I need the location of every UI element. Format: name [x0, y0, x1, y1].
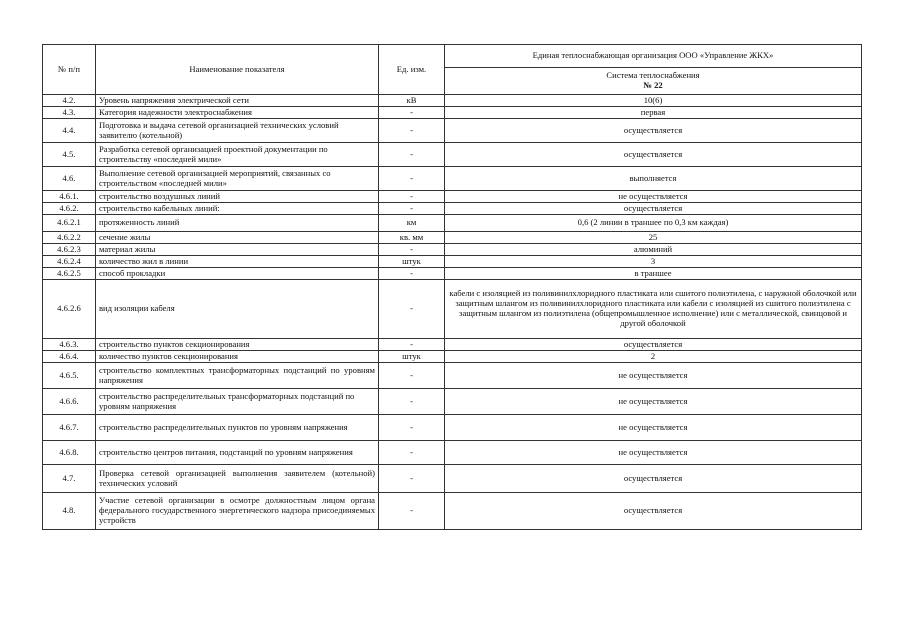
row-indicator-name: строительство распределительных трансформаторных подстанций по уровням напряжения	[96, 389, 379, 415]
row-number: 4.5.	[43, 143, 96, 167]
row-unit: -	[379, 389, 445, 415]
row-indicator-name: способ прокладки	[96, 268, 379, 280]
row-value: первая	[445, 107, 862, 119]
row-number: 4.6.2.6	[43, 280, 96, 339]
row-unit: -	[379, 465, 445, 493]
row-unit: кВ	[379, 95, 445, 107]
table-row	[43, 280, 862, 339]
row-value: не осуществляется	[445, 415, 862, 441]
header-system	[445, 68, 862, 95]
row-unit: -	[379, 339, 445, 351]
row-unit: -	[379, 415, 445, 441]
row-number: 4.6.2.	[43, 203, 96, 215]
table-row	[43, 493, 862, 530]
table-row	[43, 143, 862, 167]
row-value: не осуществляется	[445, 389, 862, 415]
table-row	[43, 167, 862, 191]
row-unit: штук	[379, 256, 445, 268]
row-value: 0,6 (2 линии в траншее по 0,3 км каждая)	[445, 215, 862, 232]
table-row	[43, 415, 862, 441]
row-indicator-name: строительство воздушных линий	[96, 191, 379, 203]
header-organization: Единая теплоснабжающая организация ООО «Управление ЖКХ»	[445, 45, 862, 68]
row-unit: -	[379, 441, 445, 465]
table-row	[43, 389, 862, 415]
row-unit: -	[379, 119, 445, 143]
header-system-number: № 22	[643, 80, 663, 90]
row-number: 4.6.2.5	[43, 268, 96, 280]
row-unit: -	[379, 244, 445, 256]
table-row	[43, 215, 862, 232]
row-number: 4.6.7.	[43, 415, 96, 441]
row-value: 2	[445, 351, 862, 363]
row-indicator-name: Категория надежности электроснабжения	[96, 107, 379, 119]
row-unit: -	[379, 191, 445, 203]
row-value: осуществляется	[445, 493, 862, 530]
table-row	[43, 268, 862, 280]
row-indicator-name: материал жилы	[96, 244, 379, 256]
row-indicator-name: Выполнение сетевой организацией мероприятий, связанных со строительством «последней мили»	[96, 167, 379, 191]
row-indicator-name: Проверка сетевой организацией выполнения заявителем (котельной) технических условий	[96, 465, 379, 493]
table-row	[43, 107, 862, 119]
row-number: 4.6.	[43, 167, 96, 191]
row-indicator-name: протяженность линий	[96, 215, 379, 232]
row-number: 4.6.1.	[43, 191, 96, 203]
row-indicator-name: строительство распределительных пунктов по уровням напряжения	[96, 415, 379, 441]
table-row	[43, 232, 862, 244]
header-name: Наименование показателя	[96, 45, 379, 95]
row-number: 4.7.	[43, 465, 96, 493]
row-number: 4.6.3.	[43, 339, 96, 351]
row-unit: -	[379, 268, 445, 280]
table-row	[43, 363, 862, 389]
row-unit: штук	[379, 351, 445, 363]
header-unit: Ед. изм.	[379, 45, 445, 95]
row-number: 4.6.5.	[43, 363, 96, 389]
row-unit: -	[379, 280, 445, 339]
table-row	[43, 351, 862, 363]
row-unit: -	[379, 493, 445, 530]
row-value: 10(6)	[445, 95, 862, 107]
row-indicator-name: количество пунктов секционирования	[96, 351, 379, 363]
row-indicator-name: вид изоляции кабеля	[96, 280, 379, 339]
row-number: 4.2.	[43, 95, 96, 107]
row-indicator-name: количество жил в линии	[96, 256, 379, 268]
row-unit: км	[379, 215, 445, 232]
indicators-table	[42, 44, 862, 530]
row-number: 4.6.8.	[43, 441, 96, 465]
row-value: 3	[445, 256, 862, 268]
table-row	[43, 244, 862, 256]
table-row	[43, 339, 862, 351]
table-row	[43, 191, 862, 203]
row-indicator-name: строительство пунктов секционирования	[96, 339, 379, 351]
row-number: 4.6.2.3	[43, 244, 96, 256]
row-value: осуществляется	[445, 143, 862, 167]
row-indicator-name: строительство кабельных линий:	[96, 203, 379, 215]
row-unit: -	[379, 107, 445, 119]
table-body	[43, 95, 862, 530]
row-indicator-name: сечение жилы	[96, 232, 379, 244]
row-number: 4.6.2.2	[43, 232, 96, 244]
header-num: № п/п	[43, 45, 96, 95]
row-value: осуществляется	[445, 203, 862, 215]
row-indicator-name: Участие сетевой организации в осмотре должностным лицом органа федерального государственного энергетического надзора присоединяемых устройств	[96, 493, 379, 530]
row-indicator-name: строительство комплектных трансформаторных подстанций по уровням напряжения	[96, 363, 379, 389]
row-value: осуществляется	[445, 119, 862, 143]
row-unit: -	[379, 363, 445, 389]
row-indicator-name: Уровень напряжения электрической сети	[96, 95, 379, 107]
row-unit: -	[379, 143, 445, 167]
row-unit: кв. мм	[379, 232, 445, 244]
row-value: алюминий	[445, 244, 862, 256]
row-number: 4.6.6.	[43, 389, 96, 415]
row-value: не осуществляется	[445, 363, 862, 389]
row-indicator-name: Разработка сетевой организацией проектной документации по строительству «последней мили»	[96, 143, 379, 167]
row-value: не осуществляется	[445, 441, 862, 465]
row-value: 25	[445, 232, 862, 244]
table-header	[43, 45, 862, 95]
table-row	[43, 119, 862, 143]
row-value: кабели с изоляцией из поливинилхлоридного пластиката или сшитого полиэтилена, с наружной оболочкой или защитным шлангом из поливинилхлоридного пластиката или кабели с изоляцией из сшитого полиэтилена с защитным шлангом из полиэтилена (общепромышленное исполнение) или с металлической, свинцовой и другой оболочкой	[445, 280, 862, 339]
table-row	[43, 95, 862, 107]
row-number: 4.4.	[43, 119, 96, 143]
row-unit: -	[379, 203, 445, 215]
header-system-label: Система теплоснабжения	[606, 70, 700, 81]
row-value: не осуществляется	[445, 191, 862, 203]
row-number: 4.8.	[43, 493, 96, 530]
row-number: 4.6.4.	[43, 351, 96, 363]
row-indicator-name: Подготовка и выдача сетевой организацией технических условий заявителю (котельной)	[96, 119, 379, 143]
row-number: 4.6.2.1	[43, 215, 96, 232]
row-indicator-name: строительство центров питания, подстанций по уровням напряжения	[96, 441, 379, 465]
row-value: осуществляется	[445, 339, 862, 351]
row-value: осуществляется	[445, 465, 862, 493]
table-row	[43, 256, 862, 268]
row-unit: -	[379, 167, 445, 191]
row-number: 4.6.2.4	[43, 256, 96, 268]
row-value: в траншее	[445, 268, 862, 280]
table-row	[43, 441, 862, 465]
row-number: 4.3.	[43, 107, 96, 119]
table-row	[43, 203, 862, 215]
row-value: выполняется	[445, 167, 862, 191]
table-row	[43, 465, 862, 493]
